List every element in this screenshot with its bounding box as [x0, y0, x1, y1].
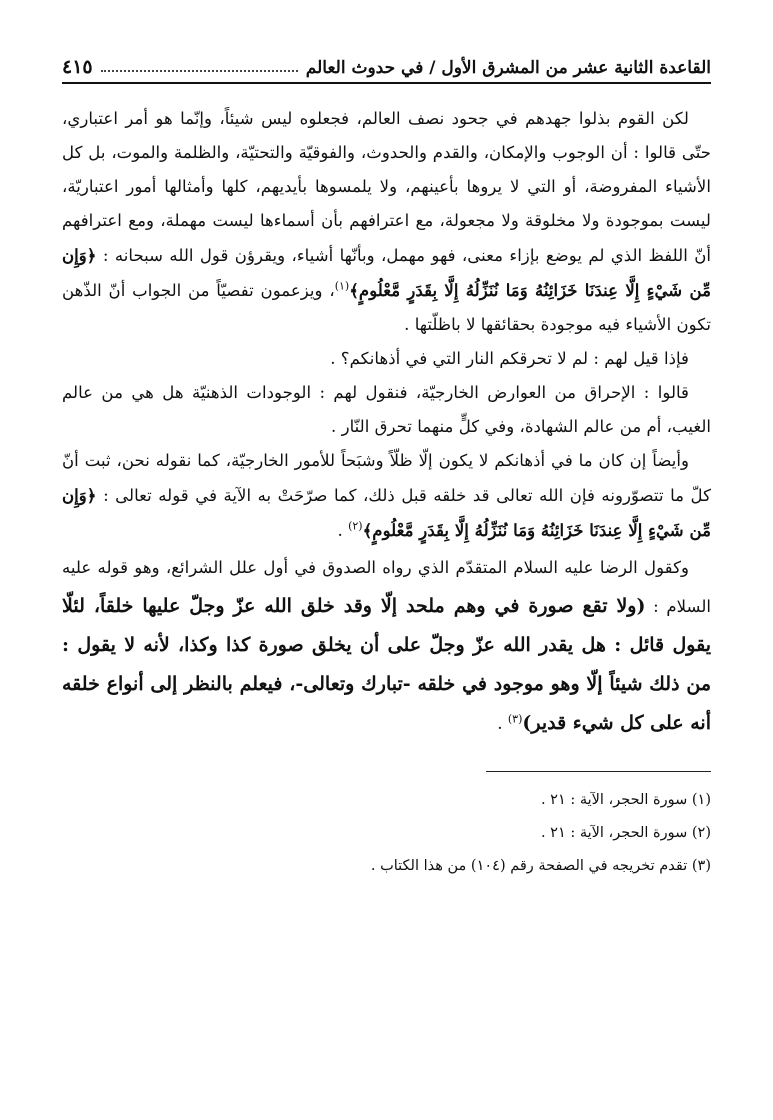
- footnote-ref-1: (١): [334, 279, 350, 293]
- footnote-1: (١) سورة الحجر، الآية : ٢١ .: [540, 792, 711, 808]
- footnote-3: (٣) تقدم تخريجه في الصفحة رقم (١٠٤) من هذا الكتاب .: [370, 858, 711, 874]
- footnotes: [62, 784, 711, 883]
- quran-verse-1: ﴿وَإِن مِّن شَيْءٍ إِلَّا عِندَنَا خَزَائِنُهُ وَمَا نُنَزِّلُهُ إِلَّا بِقَدَرٍ مَّعْلُومٍ﴾: [62, 245, 711, 300]
- quran-verse-2: ﴿وَإِن مِّن شَيْءٍ إِلَّا عِندَنَا خَزَائِنُهُ وَمَا نُنَزِّلُهُ إِلَّا بِقَدَرٍ مَّعْلُومٍ﴾: [62, 485, 711, 540]
- paragraph-5: [62, 548, 711, 743]
- header-title: القاعدة الثانية عشر من المشرق الأول / في حدوث العالم: [305, 58, 711, 78]
- running-header: [62, 52, 711, 84]
- page-number: ٤١٥: [62, 56, 93, 78]
- book-page: [62, 52, 711, 1100]
- footnote-ref-2: (٢): [348, 519, 363, 533]
- paragraph-1: [62, 102, 711, 342]
- paragraph-4-text-a: وأيضاً إن كان ما في أذهانكم لا يكون إلّا ظلّاً وشبَحاً للأمور الخارجيّة، كما نقوله نحن، ثبت أنّ كلّ ما تتصوّرونه فإن الله تعالى قد خلقه قبل ذلك، كما صرّحَتْ به الآية في قوله تعالى :: [62, 451, 712, 505]
- paragraph-1-text-b: ، ويزعمون تفصيّاً من الجواب أنّ الذّهن تكون الأشياء فيه موجودة بحقائقها لا باظلّتها .: [62, 281, 711, 334]
- paragraph-4: [62, 444, 711, 548]
- main-text: [62, 102, 711, 743]
- footnote-separator: [486, 771, 711, 772]
- paragraph-5-text-a: وكقول الرضا عليه السلام المتقدّم الذي رواه الصدوق في أول علل الشرائع، وهو قوله عليه السلام :: [62, 558, 711, 616]
- hadith-quote: (ولا تقع صورة في وهم ملحد إلّا وقد خلق الله عزّ وجلّ عليها خلقاً، لئلّا يقول قائل : هل يقدر الله عزّ وجلّ على أن يخلق صورة كذا وكذا، لأنه لا يقول : من ذلك شيئاً إلّا وهو موجود في خلقه -تبارك وتعالى-، فيعلم بالنظر إلى أنواع خلقه أنه على كل شيء قدير): [62, 595, 711, 734]
- paragraph-2: فإذا قيل لهم : لم لا تحرقكم النار التي في أذهانكم؟ .: [330, 349, 689, 368]
- paragraph-5-text-b: .: [497, 714, 508, 733]
- paragraph-4-text-b: .: [337, 521, 349, 540]
- paragraph-3: قالوا : الإحراق من العوارض الخارجيّة، فنقول لهم : الوجودات الذهنيّة هل هي من عالم الغيب، أم من عالم الشهادة، وفي كلٍّ منهما تحرق النّار .: [62, 383, 711, 436]
- header-dot-leader: [101, 69, 298, 72]
- footnote-ref-3: (٣): [507, 712, 523, 726]
- paragraph-1-text-a: لكن القوم بذلوا جهدهم في جحود نصف العالم، فجعلوه ليس شيئاً، وإنّما هو أمر اعتباري، حتّى قالوا : أن الوجوب والإمكان، والقدم والحدوث، والفوقيّة والتحتيّة، والظلمة والموت، بل كل الأشياء المفروضة، أو التي لا يروها بأعينهم، ولا يلمسوها بأيديهم، كلها وأمثالها أمور اعتباريّة، ليست بموجودة ولا مخلوقة ولا مجعولة، مع اعترافهم بأن أسماءها ليست مهملة، ومع اعترافهم أنّ اللفظ الذي لم يوضع بإزاء معنى، فهو مهمل، وبأنّها أشياء، ويقرؤن قول الله سبحانه :: [62, 109, 711, 265]
- footnote-2: (٢) سورة الحجر، الآية : ٢١ .: [540, 825, 711, 841]
